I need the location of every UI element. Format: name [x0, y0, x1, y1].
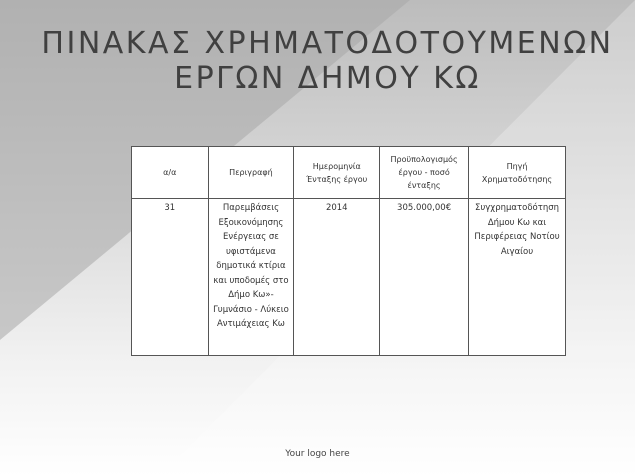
- logo-placeholder: Your logo here: [285, 449, 350, 459]
- cell-aa: 31: [132, 199, 209, 356]
- cell-date: 2014: [294, 199, 380, 356]
- cell-source: Συγχρηματοδότηση Δήμου Κω και Περιφέρειας Νοτίου Αιγαίου: [469, 199, 566, 356]
- header-date: Ημερομηνία Ένταξης έργου: [294, 147, 380, 199]
- slide-title-line-2: ΕΡΓΩΝ ΔΗΜΟΥ ΚΩ: [174, 61, 481, 96]
- cell-description: Παρεμβάσεις Εξοικονόμησης Ενέργειας σε υφιστάμενα δημοτικά κτίρια και υποδομές στο Δήμο Κω»- Γυμνάσιο - Λύκειο Αντιμάχειας Κω: [208, 199, 294, 356]
- header-aa: α/α: [132, 147, 209, 199]
- cell-budget: 305.000,00€: [380, 199, 469, 356]
- table-header-row: [132, 147, 566, 199]
- header-budget: Προϋπολογισμός έργου - ποσό ένταξης: [380, 147, 469, 199]
- slide-title: [40, 26, 615, 96]
- grants-table: [131, 146, 566, 356]
- table-row: [132, 199, 566, 356]
- header-description: Περιγραφή: [208, 147, 294, 199]
- slide-title-line-1: ΠΙΝΑΚΑΣ ΧΡΗΜΑΤΟΔΟΤΟΥΜΕΝΩΝ: [41, 26, 614, 61]
- header-source: Πηγή Χρηματοδότησης: [469, 147, 566, 199]
